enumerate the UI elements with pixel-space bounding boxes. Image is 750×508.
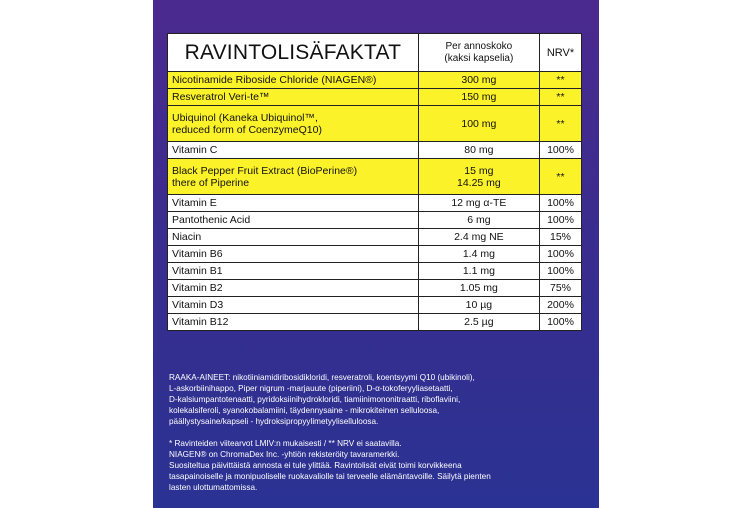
nutrient-amount: 1.1 mg [418,263,539,280]
nutrient-name: Vitamin B1 [168,263,419,280]
nutrient-nrv: 100% [540,195,582,212]
nutrient-name: Vitamin B2 [168,280,419,297]
amount-header-line-2: (kaksi kapselia) [444,52,514,64]
table-header-row [168,34,582,72]
nutrient-amount-line-2: 14.25 mg [456,176,501,189]
nutrient-amount: 150 mg [418,89,539,106]
nrv-column-header: NRV* [540,34,582,72]
nutrient-amount-line-1: 15 mg [464,164,494,177]
nutrient-nrv: 200% [540,297,582,314]
nutrient-amount: 6 mg [418,212,539,229]
table-row [168,263,582,280]
table-row [168,246,582,263]
table-row [168,280,582,297]
nutrient-name: Resveratrol Veri-te™ [168,89,419,106]
nutrient-nrv: 100% [540,212,582,229]
ingredients-line: L-askorbiinihappo, Piper nigrum -marjauute (piperiini), D-α-tokoferyyliasetaatti, [169,384,453,393]
ingredients-line: kolekalsiferoli, syanokobalamiini, täydennysaine - mikrokiteinen selluloosa, [169,406,440,415]
nutrient-amount: 100 mg [418,106,539,142]
nutrient-name: Vitamin D3 [168,297,419,314]
table-row [168,212,582,229]
nutrient-name-line-1: Black Pepper Fruit Extract (BioPerine®) [172,164,358,177]
table-row [168,89,582,106]
table-row [168,195,582,212]
amount-header-line-1: Per annoskoko [445,40,513,52]
nutrient-name: Vitamin E [168,195,419,212]
nutrient-nrv: 75% [540,280,582,297]
nutrient-amount: 10 µg [418,297,539,314]
table-row [168,142,582,159]
table-row [168,229,582,246]
footnote-line: NIAGEN® on ChromaDex Inc. -yhtiön rekisteröity tavaramerkki. [169,450,400,459]
table-row [168,297,582,314]
ingredients-line: päällystysaine/kapseli - hydroksipropyylimetyyliselluloosa. [169,417,379,426]
nutrient-amount: 1.4 mg [418,246,539,263]
nutrient-nrv: 100% [540,142,582,159]
nutrient-nrv: ** [540,106,582,142]
nutrient-amount: 1.05 mg [418,280,539,297]
nutrient-name-line-1: Ubiquinol (Kaneka Ubiquinol™, [172,111,318,124]
table-row [168,106,582,142]
ingredients-line: D-kalsiumpantotenaatti, pyridoksiinihydrokloridi, tiamiinimononitraatti, riboflaviini, [169,395,461,404]
nutrient-name: Nicotinamide Riboside Chloride (NIAGEN®) [168,72,419,89]
nutrient-amount [418,159,539,195]
nutrient-nrv: ** [540,89,582,106]
nutrient-name: Niacin [168,229,419,246]
nutrient-name [168,106,419,142]
nutrient-name-line-2: reduced form of CoenzymeQ10) [172,123,322,136]
footnote-line: tasapainoiselle ja monipuoliselle ruokavaliolle tai terveelle elämäntavoille. Säilytä pienten [169,472,491,481]
nutrient-nrv: 100% [540,263,582,280]
footnote-line: * Ravinteiden viitearvot LMIV:n mukaisesti / ** NRV ei saatavilla. [169,439,402,448]
table-row [168,72,582,89]
nutrient-amount: 300 mg [418,72,539,89]
nutrient-name: Vitamin B12 [168,314,419,331]
nutrient-name-line-2: there of Piperine [172,176,250,189]
label-panel [153,0,599,508]
nutrient-nrv: ** [540,72,582,89]
nutrient-name: Pantothenic Acid [168,212,419,229]
nutrient-amount: 12 mg α-TE [418,195,539,212]
nutrient-name [168,159,419,195]
nutrient-name: Vitamin B6 [168,246,419,263]
table-title: RAVINTOLISÄFAKTAT [168,34,419,72]
amount-column-header [418,34,539,72]
ingredients-line: RAAKA-AINEET: nikotiiniamidiribosidikloridi, resveratroli, koentsyymi Q10 (ubikinoli), [169,373,475,382]
footnote-line: Suositeltua päivittäistä annosta ei tule ylittää. Ravintolisät eivät toimi korvikkeena [169,461,462,470]
nutrient-nrv: 15% [540,229,582,246]
nutrient-nrv: 100% [540,314,582,331]
table-row [168,314,582,331]
nutrient-nrv: ** [540,159,582,195]
ingredients-section [169,372,587,493]
footnote-line: lasten ulottumattomissa. [169,483,258,492]
table-row [168,159,582,195]
nutrient-amount: 80 mg [418,142,539,159]
nutrient-name: Vitamin C [168,142,419,159]
nutrient-amount: 2.5 µg [418,314,539,331]
nutrient-amount: 2.4 mg NE [418,229,539,246]
section-spacer [169,427,587,438]
nutrition-facts-table [167,33,582,331]
nutrient-nrv: 100% [540,246,582,263]
